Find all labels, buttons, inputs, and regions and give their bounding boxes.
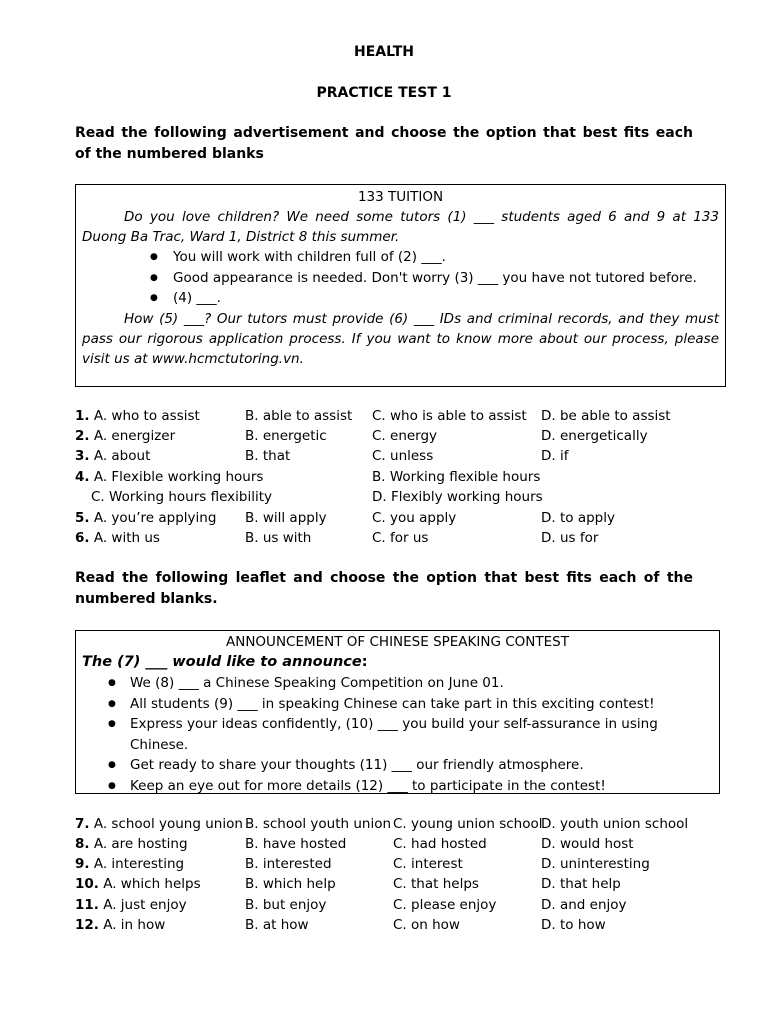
question-option-c: C. interest (393, 856, 463, 872)
question-option-d: D. uninteresting (541, 856, 650, 872)
page-title: HEALTH (354, 44, 414, 60)
question-option-b: B. have hosted (245, 836, 347, 852)
question-number: 4. (75, 469, 90, 485)
advertisement-bullet: ● Good appearance is needed. Don't worry (3) ___ you have not tutored before. (82, 268, 719, 289)
question-option-b: B. that (245, 448, 291, 464)
leaflet-bullet: ● Keep an eye out for more details (12) ___ to participate in the contest! (82, 776, 713, 797)
question-option-a: 9. A. interesting (75, 856, 185, 872)
question-option-c: C. who is able to assist (372, 408, 527, 424)
leaflet-bullet: ● Get ready to share your thoughts (11) ___ our friendly atmosphere. (82, 755, 713, 776)
leaflet-box (75, 630, 720, 794)
question-number: 7. (75, 816, 90, 832)
question-number: 5. (75, 510, 90, 526)
question-option-d: D. to apply (541, 510, 615, 526)
question-option-c: C. for us (372, 530, 429, 546)
question-option-a: 2. A. energizer (75, 428, 176, 444)
question-option-b: B. us with (245, 530, 312, 546)
section2-instruction: Read the following leaflet and choose the option that best fits each of the numbered blanks. (75, 570, 693, 607)
question-option-c: C. please enjoy (393, 897, 497, 913)
question-option-a: 8. A. are hosting (75, 836, 188, 852)
question-number: 9. (75, 856, 90, 872)
advertisement-box (75, 184, 726, 387)
question-option-c: C. young union school (393, 816, 543, 832)
question-option-d: D. that help (541, 876, 621, 892)
leaflet-title: ANNOUNCEMENT OF CHINESE SPEAKING CONTEST (226, 634, 569, 650)
question-option-b: B. able to assist (245, 408, 353, 424)
question-option-a: 7. A. school young union (75, 816, 243, 832)
question-option-a: 11. A. just enjoy (75, 897, 187, 913)
question-option-a: 4. A. Flexible working hours (75, 469, 264, 485)
question-number: 12. (75, 917, 99, 933)
question-option-d: D. youth union school (541, 816, 689, 832)
question-option-b: B. interested (245, 856, 332, 872)
question-option-d: D. energetically (541, 428, 648, 444)
page-subtitle: PRACTICE TEST 1 (316, 85, 452, 101)
advertisement-bullet: ● You will work with children full of (2) ___. (82, 247, 719, 268)
advertisement-bullet: ● (4) ___. (82, 288, 719, 309)
question-number: 2. (75, 428, 90, 444)
question-option-b: B. but enjoy (245, 897, 327, 913)
question-option-d: D. and enjoy (541, 897, 627, 913)
question-option-b: B. will apply (245, 510, 327, 526)
question-number: 11. (75, 897, 99, 913)
question-option-c: C. Working hours flexibility (91, 489, 273, 505)
question-option-b: B. energetic (245, 428, 327, 444)
question-option-a: 6. A. with us (75, 530, 160, 546)
question-number: 3. (75, 448, 90, 464)
leaflet-bullet: ● All students (9) ___ in speaking Chinese can take part in this exciting contest! (82, 694, 713, 715)
question-number: 10. (75, 876, 99, 892)
advertisement-bullets (82, 247, 719, 309)
advertisement-outro: How (5) ___? Our tutors must provide (6) ___ IDs and criminal records, and they must pass our rigorous application process. If you want to know more about our process, please visit us at www.hcmctutoring.vn. (82, 310, 719, 367)
question-option-d: D. Flexibly working hours (372, 489, 543, 505)
question-option-d: D. be able to assist (541, 408, 671, 424)
question-option-c: C. energy (372, 428, 438, 444)
question-number: 8. (75, 836, 90, 852)
question-option-b: B. school youth union (245, 816, 392, 832)
question-option-a: 5. A. you’re applying (75, 510, 217, 526)
question-option-b: B. Working flexible hours (372, 469, 541, 485)
section1-instruction: Read the following advertisement and choose the option that best fits each of the numbered blanks (75, 125, 693, 162)
question-option-b: B. which help (245, 876, 336, 892)
question-number: 1. (75, 408, 90, 424)
question-option-d: D. if (541, 448, 569, 464)
question-option-a: 3. A. about (75, 448, 151, 464)
question-option-a: 12. A. in how (75, 917, 166, 933)
question-option-c: C. on how (393, 917, 460, 933)
question-option-b: B. at how (245, 917, 309, 933)
leaflet-bullet: ● We (8) ___ a Chinese Speaking Competition on June 01. (82, 673, 713, 694)
question-option-c: C. you apply (372, 510, 457, 526)
question-option-d: D. us for (541, 530, 599, 546)
question-option-a: 1. A. who to assist (75, 408, 200, 424)
advertisement-title: 133 TUITION (357, 189, 444, 205)
question-number: 6. (75, 530, 90, 546)
leaflet-bullet: ● Express your ideas confidently, (10) ___ you build your self-assurance in using Chinese. (82, 714, 713, 755)
question-option-d: D. to how (541, 917, 606, 933)
advertisement-intro: Do you love children? We need some tutors (1) ___ students aged 6 and 9 at 133 Duong Ba Trac, Ward 1, District 8 this summer. (82, 209, 719, 245)
question-option-c: C. unless (372, 448, 434, 464)
question-option-d: D. would host (541, 836, 634, 852)
leaflet-heading: The (7) ___ would like to announce: (82, 654, 368, 670)
leaflet-bullets (82, 673, 713, 796)
question-option-c: C. that helps (393, 876, 479, 892)
question-option-c: C. had hosted (393, 836, 487, 852)
question-option-a: 10. A. which helps (75, 876, 201, 892)
